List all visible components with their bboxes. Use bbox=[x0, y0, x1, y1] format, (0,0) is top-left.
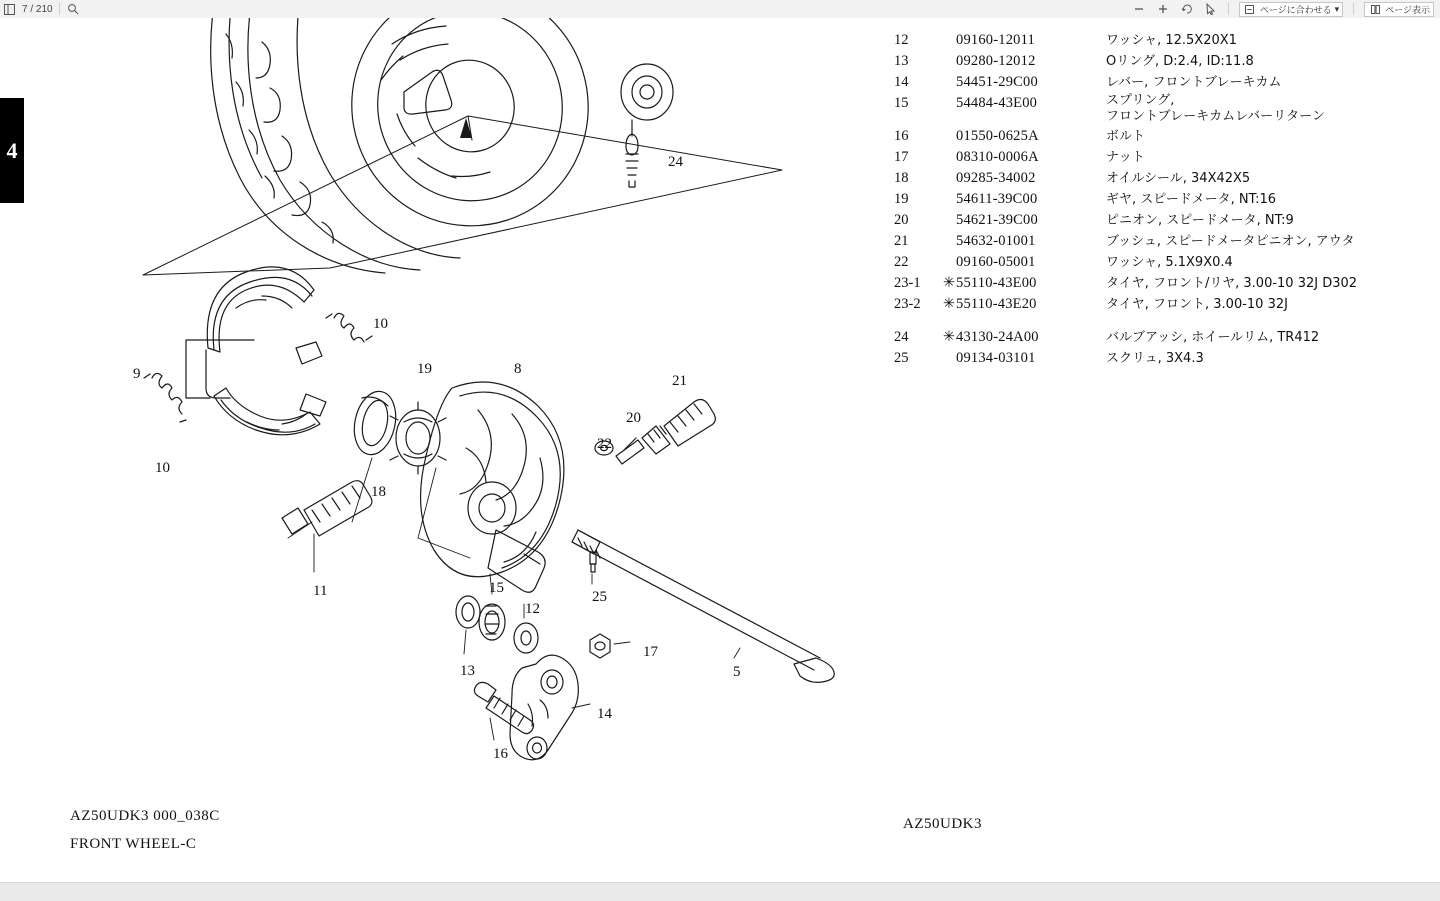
table-row bbox=[880, 126, 1436, 147]
callout-10-lower: 10 bbox=[155, 460, 170, 476]
fit-page-icon bbox=[1243, 2, 1257, 16]
table-row bbox=[880, 327, 1436, 348]
fit-page-label: ページに合わせる bbox=[1259, 4, 1332, 15]
table-row bbox=[880, 273, 1436, 294]
pdf-toolbar bbox=[0, 0, 1440, 19]
page-display-icon bbox=[1368, 2, 1382, 16]
table-row bbox=[880, 72, 1436, 93]
callout-19: 19 bbox=[417, 361, 432, 377]
part-description-line: レバー, フロントブレーキカム bbox=[1106, 75, 1282, 91]
zoom-in-icon[interactable] bbox=[1156, 2, 1170, 16]
part-description bbox=[1106, 72, 1436, 93]
part-description-line: ボルト bbox=[1106, 128, 1146, 144]
part-ref-no: 16 bbox=[894, 127, 909, 144]
callout-24: 24 bbox=[668, 154, 683, 170]
part-description-line: オイルシール, 34X42X5 bbox=[1106, 170, 1251, 186]
part-description-line: ナット bbox=[1106, 149, 1145, 165]
toolbar-divider-3 bbox=[1353, 3, 1354, 15]
part-description bbox=[1106, 126, 1436, 147]
fit-page-button[interactable] bbox=[1239, 2, 1343, 17]
part-description bbox=[1106, 168, 1436, 189]
table-row bbox=[880, 231, 1436, 252]
callout-9: 9 bbox=[133, 366, 141, 382]
part-number: 54484-43E00 bbox=[956, 95, 1038, 112]
part-number: 54621-39C00 bbox=[956, 211, 1038, 228]
part-description-line: ピニオン, スピードメータ, NT:9 bbox=[1106, 212, 1294, 228]
part-number: 09285-34002 bbox=[956, 169, 1036, 186]
part-number: 55110-43E00 bbox=[956, 274, 1037, 291]
zoom-out-icon[interactable] bbox=[1132, 2, 1146, 16]
part-description bbox=[1106, 294, 1436, 315]
exploded-parts-diagram bbox=[0, 18, 880, 808]
part-ref-no: 14 bbox=[894, 74, 909, 91]
part-number: 54632-01001 bbox=[956, 232, 1036, 249]
part-ref-no: 20 bbox=[894, 211, 909, 228]
part-ref-no: 18 bbox=[894, 169, 909, 186]
part-ref-no: 25 bbox=[894, 349, 909, 366]
part-number: 55110-43E20 bbox=[956, 295, 1037, 312]
table-row-spacer bbox=[880, 315, 1436, 327]
part-description-line: ブッシュ, スピードメータピニオン, アウタ bbox=[1106, 233, 1355, 249]
part-ref-no: 12 bbox=[894, 32, 909, 48]
part-description bbox=[1106, 327, 1436, 348]
model-code: AZ50UDK3 bbox=[903, 816, 982, 832]
table-row bbox=[880, 30, 1436, 51]
part-number: 54451-29C00 bbox=[956, 74, 1038, 91]
part-ref-no: 21 bbox=[894, 232, 909, 249]
page-display-label: ページ表示 bbox=[1385, 4, 1430, 15]
part-number: 08310-0006A bbox=[956, 148, 1039, 165]
part-description-line-2: フロントブレーキカムレバーリターン bbox=[1106, 109, 1325, 125]
part-ref-no: 13 bbox=[894, 53, 909, 70]
rotate-icon[interactable] bbox=[1180, 2, 1194, 16]
part-ref-no: 23-1 bbox=[894, 274, 921, 291]
part-number: 01550-0625A bbox=[956, 127, 1039, 144]
callout-21: 21 bbox=[672, 373, 687, 389]
callout-17: 17 bbox=[643, 644, 658, 660]
callout-16: 16 bbox=[493, 746, 508, 762]
chevron-down-icon: ▾ bbox=[1334, 3, 1340, 14]
select-tool-icon[interactable] bbox=[1204, 2, 1218, 16]
callout-8: 8 bbox=[514, 361, 522, 377]
table-row bbox=[880, 51, 1436, 72]
part-description bbox=[1106, 30, 1436, 51]
part-ref-no: 22 bbox=[894, 253, 909, 270]
part-description-line: ワッシャ, 5.1X9X0.4 bbox=[1106, 254, 1233, 270]
callout-5: 5 bbox=[733, 664, 741, 680]
part-description bbox=[1106, 252, 1436, 273]
chapter-tab-label: 4 bbox=[6, 137, 18, 163]
part-description-line: ワッシャ, 12.5X20X1 bbox=[1106, 33, 1237, 48]
drawing-code: AZ50UDK3 000_038C bbox=[70, 808, 220, 824]
page-display-button[interactable] bbox=[1364, 2, 1434, 17]
part-star-mark: ✳ bbox=[942, 295, 956, 312]
page-indicator[interactable]: 7 / 210 bbox=[22, 3, 53, 15]
sidebar-icon[interactable] bbox=[2, 2, 16, 16]
part-number: 54611-39C00 bbox=[956, 190, 1038, 207]
callout-15: 15 bbox=[489, 580, 504, 596]
part-number: 09160-12011 bbox=[956, 32, 1035, 48]
table-row bbox=[880, 93, 1436, 126]
part-description bbox=[1106, 189, 1436, 210]
callout-11: 11 bbox=[313, 583, 328, 599]
part-star-mark: ✳ bbox=[942, 328, 956, 345]
part-number: 43130-24A00 bbox=[956, 328, 1039, 345]
table-row bbox=[880, 189, 1436, 210]
table-row bbox=[880, 210, 1436, 231]
part-description-line: タイヤ, フロント/リヤ, 3.00-10 32J D302 bbox=[1106, 275, 1358, 291]
search-icon[interactable] bbox=[66, 2, 80, 16]
part-description-line: タイヤ, フロント, 3.00-10 32J bbox=[1106, 296, 1288, 312]
part-number: 09160-05001 bbox=[956, 253, 1036, 270]
part-description bbox=[1106, 51, 1436, 72]
part-ref-no: 23-2 bbox=[894, 295, 921, 312]
part-number: 09134-03101 bbox=[956, 349, 1036, 366]
toolbar-divider bbox=[59, 3, 60, 15]
part-number: 09280-12012 bbox=[956, 53, 1036, 70]
toolbar-divider-2 bbox=[1228, 3, 1229, 15]
status-bar bbox=[0, 882, 1440, 901]
callout-14: 14 bbox=[597, 706, 612, 722]
part-description bbox=[1106, 348, 1436, 369]
part-description bbox=[1106, 147, 1436, 168]
callout-22: 22 bbox=[597, 436, 612, 452]
callout-20: 20 bbox=[626, 410, 641, 426]
callout-25: 25 bbox=[592, 589, 607, 605]
part-description-line: バルブアッシ, ホイールリム, TR412 bbox=[1106, 329, 1320, 345]
part-star-mark: ✳ bbox=[942, 274, 956, 291]
callout-18: 18 bbox=[371, 484, 386, 500]
table-row bbox=[880, 348, 1436, 369]
drawing-title: FRONT WHEEL-C bbox=[70, 836, 197, 852]
part-ref-no: 15 bbox=[894, 95, 909, 112]
parts-list-table bbox=[880, 30, 1436, 369]
part-description-line: Oリング, D:2.4, ID:11.8 bbox=[1106, 54, 1254, 70]
table-row bbox=[880, 168, 1436, 189]
part-ref-no: 24 bbox=[894, 328, 909, 345]
table-row bbox=[880, 147, 1436, 168]
callout-13: 13 bbox=[460, 663, 475, 679]
pdf-page bbox=[0, 18, 1440, 882]
callout-10: 10 bbox=[373, 316, 388, 332]
part-ref-no: 19 bbox=[894, 190, 909, 207]
part-description-line: スクリュ, 3X4.3 bbox=[1106, 350, 1204, 366]
part-description bbox=[1106, 210, 1436, 231]
table-row bbox=[880, 252, 1436, 273]
part-description bbox=[1106, 93, 1436, 126]
table-row bbox=[880, 294, 1436, 315]
callout-12: 12 bbox=[525, 601, 540, 617]
part-description bbox=[1106, 231, 1436, 252]
part-ref-no: 17 bbox=[894, 148, 909, 165]
part-description bbox=[1106, 273, 1436, 294]
part-description-line: スプリング, bbox=[1106, 93, 1175, 109]
part-description-line: ギヤ, スピードメータ, NT:16 bbox=[1106, 191, 1277, 207]
